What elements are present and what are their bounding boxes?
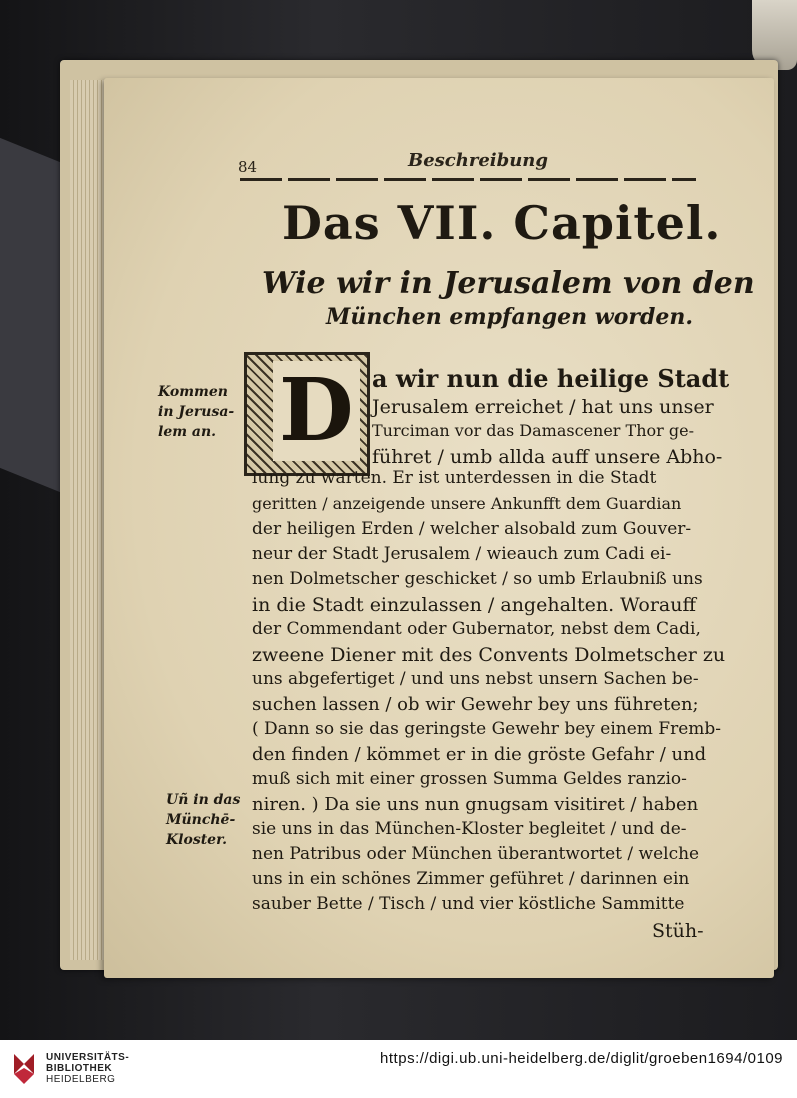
margin-note-line: lem an. <box>158 424 217 440</box>
body-line: geritten / anzeigende unsere Ankunfft dem Guardian <box>252 494 682 513</box>
body-line: führet / umb allda auff unsere Abho- <box>372 446 723 468</box>
page-number: 84 <box>238 158 258 176</box>
margin-note-monastery <box>166 790 240 850</box>
body-line: der heiligen Erden / welcher alsobald zum Gouver- <box>252 519 692 539</box>
margin-note-line: Uñ in das <box>166 792 241 808</box>
body-line: neur der Stadt Jerusalem / wieauch zum Cadi ei- <box>252 544 672 564</box>
body-line: nen Patribus oder München überantwortet / welche <box>252 844 700 864</box>
margin-note-line: Kommen <box>158 384 228 400</box>
running-head: Beschreibung <box>408 150 548 171</box>
body-line: lung zu warten. Er ist unterdessen in die Stadt <box>252 468 657 488</box>
body-line: nen Dolmetscher geschicket / so umb Erlaubniß uns <box>252 569 703 589</box>
decorated-initial <box>244 352 370 476</box>
body-line: ( Dann so sie das geringste Gewehr bey einem Fremb- <box>252 719 722 739</box>
body-line: der Commendant oder Gubernator, nebst dem Cadi, <box>252 619 701 639</box>
margin-note-line: Münchē- <box>166 812 236 828</box>
body-line: Stüh- <box>652 920 704 942</box>
initial-letter: D <box>273 361 360 461</box>
body-line: zweene Diener mit des Convents Dolmetscher zu <box>252 644 726 666</box>
logo-text-line: HEIDELBERG <box>46 1074 116 1085</box>
background-cloth <box>0 138 60 492</box>
body-line: a wir nun die heilige Stadt <box>372 364 730 393</box>
body-line: sauber Bette / Tisch / und vier köstliche Sammitte <box>252 894 685 914</box>
body-line: muß sich mit einer grossen Summa Geldes ranzio- <box>252 769 687 789</box>
margin-note-line: Kloster. <box>166 832 228 848</box>
margin-note-line: in Jerusa- <box>158 404 235 420</box>
body-line: Turciman vor das Damascener Thor ge- <box>372 421 694 440</box>
body-line: uns in ein schönes Zimmer geführet / darinnen ein <box>252 869 690 889</box>
university-logo-icon <box>10 1050 38 1086</box>
body-line: in die Stadt einzulassen / angehalten. Worauff <box>252 594 696 616</box>
chapter-subtitle-line-1: Wie wir in Jerusalem von den <box>262 266 755 301</box>
logo-text-line: UNIVERSITÄTS- <box>46 1052 130 1063</box>
body-line: Jerusalem erreichet / hat uns unser <box>372 396 714 418</box>
margin-note-arrival <box>158 382 234 442</box>
permalink-url[interactable]: https://digi.ub.uni-heidelberg.de/diglit/groeben1694/0109 <box>380 1050 783 1067</box>
body-line: niren. ) Da sie uns nun gnugsam visitiret / haben <box>252 794 699 815</box>
body-line: suchen lassen / ob wir Gewehr bey uns führeten; <box>252 694 699 715</box>
header-rule <box>240 178 696 181</box>
body-line: den finden / kömmet er in die gröste Gefahr / und <box>252 744 707 765</box>
body-line: sie uns in das München-Kloster begleitet / und de- <box>252 819 687 839</box>
chapter-title: Das VII. Capitel. <box>282 196 722 250</box>
chapter-subtitle-line-2: München empfangen worden. <box>326 304 694 330</box>
logo-text-line: BIBLIOTHEK <box>46 1063 113 1074</box>
viewer-footer <box>0 1040 797 1098</box>
body-line: uns abgefertiget / und uns nebst unsern Sachen be- <box>252 669 699 689</box>
